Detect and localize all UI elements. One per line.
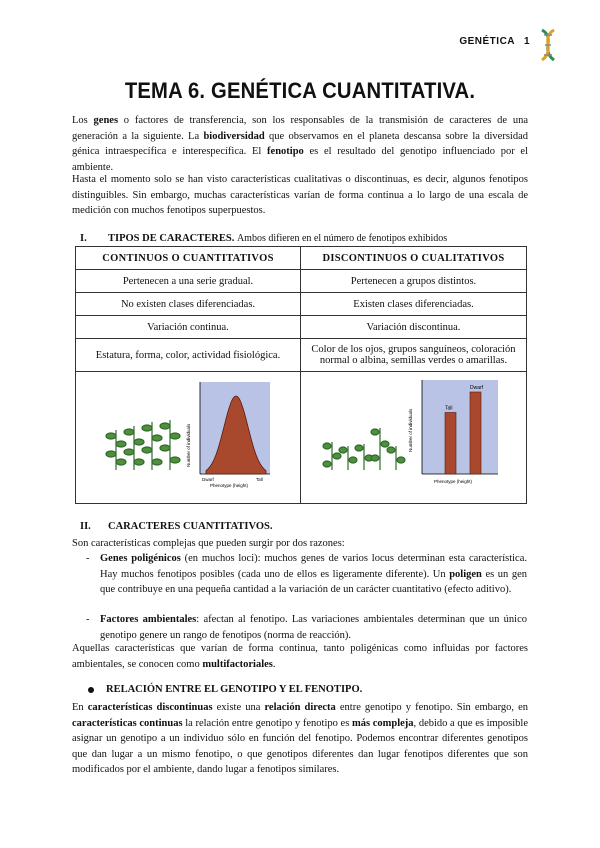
table-header: DISCONTINUOS O CUALITATIVOS <box>301 247 527 270</box>
list-item: - Factores ambientales: afectan al fenotipo. Las variaciones ambientales determinan que un único genotipo genere un rango de fenotipos (norma de reacción). <box>86 614 527 641</box>
table-cell: No existen clases diferenciadas. <box>76 293 301 316</box>
table-cell: Pertenecen a una serie gradual. <box>76 270 301 293</box>
bullet-dot <box>88 687 94 693</box>
section-1-heading <box>80 233 447 244</box>
bar-dwarf <box>470 392 481 474</box>
discontinuous-figure-cell <box>301 372 527 504</box>
section-title: TIPOS DE CARACTERES. <box>108 233 235 244</box>
plant-illustration <box>106 420 180 470</box>
page-title: TEMA 6. GENÉTICA CUANTITATIVA. <box>124 78 476 103</box>
header-subject: GENÉTICA <box>459 36 515 47</box>
section-2-closing: Aquellas características que varían de forma continua, tanto poligénicas como influidas por factores ambientales, se conocen como multifactoriales. <box>72 643 528 670</box>
bar-label-dwarf: Dwarf <box>469 385 483 391</box>
comparison-table <box>75 246 527 504</box>
x-axis-label: Phenotype (height) <box>210 483 249 488</box>
y-axis-label: Number of individuals <box>407 408 413 452</box>
continuous-figure-cell <box>76 372 301 504</box>
plot-background <box>422 380 498 474</box>
list-item-text: Genes poligénicos (en muchos loci): muchos genes de varios locus determinan esta característica. Hay muchos fenotipos posibles (cada uno de ellos es ligeramente diferente). Un poligen es un gen que contribuye en una pequeña cantidad a la variación de un carácter cuantitativo (efecto aditivo). <box>100 553 527 595</box>
list-item-text: Factores ambientales: afectan al fenotipo. Las variaciones ambientales determinan que un único genotipo genere un rango de fenotipos (norma de reacción). <box>100 614 527 641</box>
table-cell: Variación discontinua. <box>301 316 527 339</box>
plant-illustration <box>323 428 405 470</box>
section-number: II. <box>80 521 91 532</box>
bullet-paragraph: En características discontinuas existe una relación directa entre genotipo y fenotipo. Sin embargo, en características continuas la relación entre genotipo y fenotipo es más compleja, debido a que es imposible asignar un genotipo a un individuo sólo en función del fenotipo. Podemos encontrar diferentes genotipos que dan lugar a un mismo fenotipo, o que genotipos diferentes dan lugar fenotipos diferentes que son modificados por el ambiente, dando lugar a fenotipos similares. <box>72 702 529 775</box>
list-item: - Genes poligénicos (en muchos loci): muchos genes de varios locus determinan esta característica. Hay muchos fenotipos posibles (cada uno de ellos es ligeramente diferente). Un poligen es un gen que contribuye en una pequeña cantidad a la variación de un carácter cuantitativo (efecto aditivo). <box>86 553 527 595</box>
section-2-lead: Son características complejas que pueden surgir por dos razones: <box>72 538 345 549</box>
table-header: CONTINUOS O CUANTITATIVOS <box>76 247 301 270</box>
page-number: 1 <box>523 36 530 47</box>
bullet-title: RELACIÓN ENTRE EL GENOTIPO Y EL FENOTIPO. <box>106 684 363 695</box>
y-axis-label: Number of individuals <box>186 423 191 467</box>
section-2-heading <box>80 521 273 532</box>
x-axis-label: Phenotype (height) <box>433 479 472 484</box>
intro-paragraph-2: Hasta el momento solo se han visto características cualitativas o discontinuas, es decir, algunos fenotipos distinguibles. Sin embargo, muchas características varían de forma continua a lo largo de una escala de medición con muchos fenotipos superpuestos. <box>72 174 528 216</box>
table-cell: Existen clases diferenciadas. <box>301 293 527 316</box>
continuous-figure <box>76 372 300 500</box>
x-tick-dwarf: Dwarf <box>202 477 214 482</box>
dna-icon <box>536 28 560 62</box>
discontinuous-figure <box>302 372 526 500</box>
table-cell: Estatura, forma, color, actividad fisiológica. <box>76 339 301 372</box>
page-header <box>453 36 530 47</box>
table-cell: Variación continua. <box>76 316 301 339</box>
bar-tall <box>445 413 456 475</box>
section-subtitle: Ambos difieren en el número de fenotipos exhibidos <box>236 233 448 244</box>
table-cell: Color de los ojos, grupos sanguíneos, coloración normal o albina, semillas verdes o amarillas. <box>301 339 527 372</box>
intro-paragraph-1: Los genes o factores de transferencia, son los responsables de la transmisión de caracteres de una generación a la siguiente. La biodiversidad que observamos en el planeta descansa sobre la diversidad génica intraespecífica e interespecífica. El fenotipo es el resultado del genotipo influenciado por el ambiente. <box>72 115 529 173</box>
bullet-heading <box>88 684 362 695</box>
bar-label-tall: Tall <box>444 405 453 412</box>
x-tick-tall: Tall <box>256 477 263 482</box>
table-cell: Pertenecen a grupos distintos. <box>301 270 527 293</box>
section-number: I. <box>80 233 87 244</box>
section-title: CARACTERES CUANTITATIVOS. <box>108 521 273 532</box>
